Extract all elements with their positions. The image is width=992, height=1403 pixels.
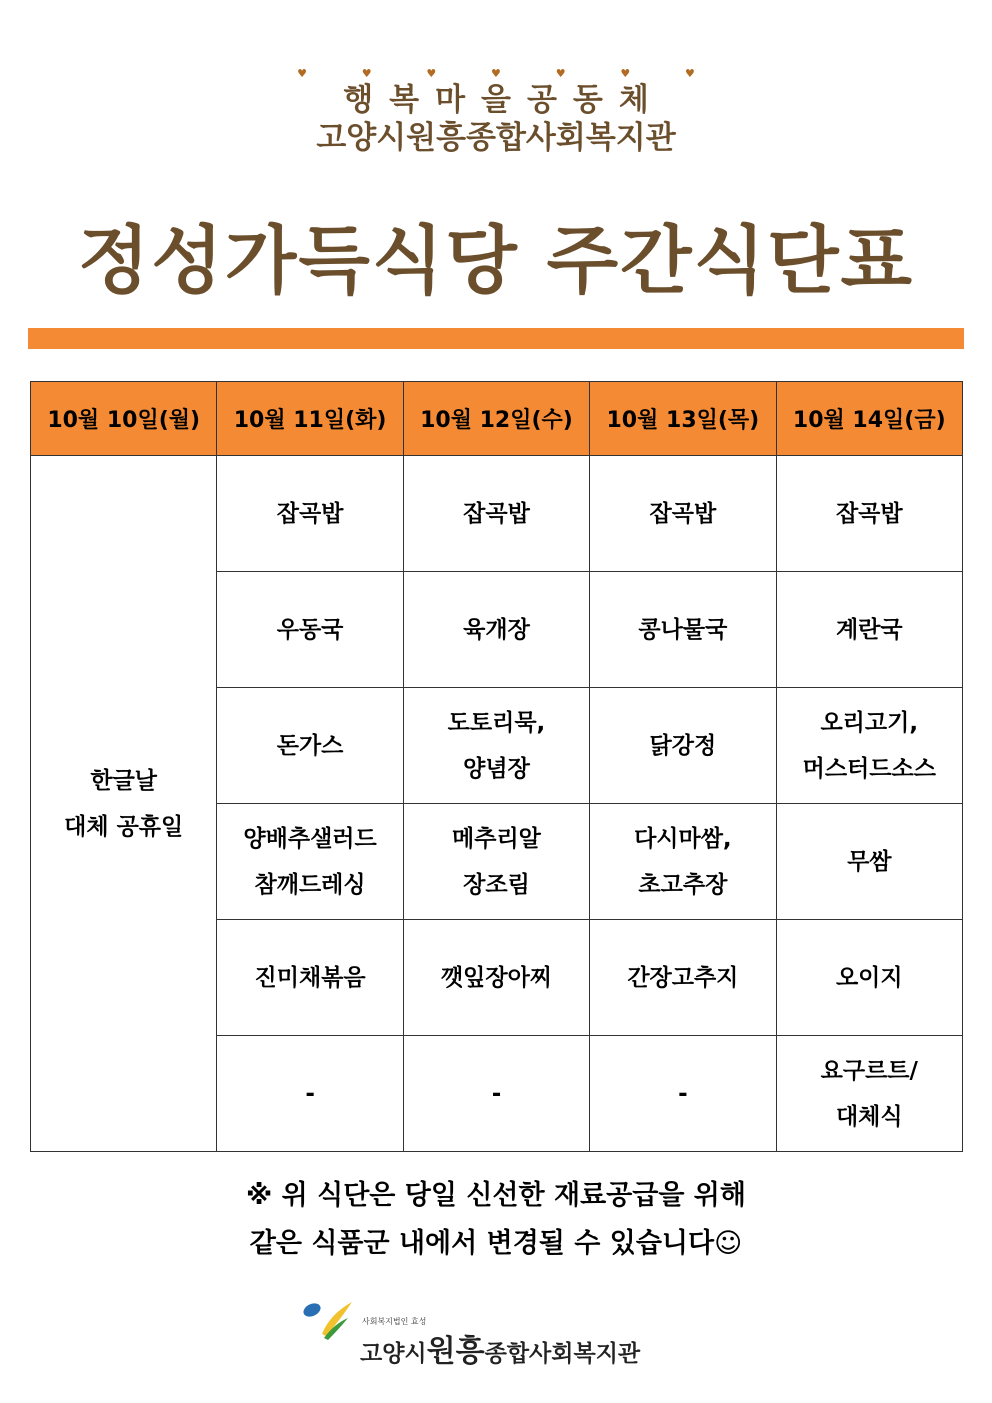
menu-item: - <box>305 1080 315 1107</box>
weekly-menu-table <box>30 381 963 1152</box>
menu-cell <box>217 920 403 1036</box>
menu-item: - <box>678 1080 688 1107</box>
heart-icon: ♥ <box>361 67 372 80</box>
logo-center-name: 고양시원흥종합사회복지관 <box>360 1334 641 1369</box>
menu-cell <box>590 1036 776 1152</box>
welfare-center-logo <box>300 1292 680 1369</box>
heart-icon: ♥ <box>491 67 501 80</box>
menu-cell <box>776 688 962 804</box>
menu-cell <box>403 1036 589 1152</box>
menu-item: 잡곡밥 <box>835 500 903 527</box>
menu-cell <box>590 572 776 688</box>
notice-line: 같은 식품군 내에서 변경될 수 있습니다☺ <box>249 1228 743 1259</box>
menu-body <box>31 456 963 1152</box>
menu-cell <box>776 920 962 1036</box>
menu-item: 간장고추지 <box>627 964 739 991</box>
menu-item: 육개장 <box>463 616 530 643</box>
org-slogan: 행복마을공동체 <box>343 82 665 118</box>
menu-item: 깻잎장아찌 <box>440 964 553 991</box>
holiday-label: 대체 공휴일 <box>64 813 184 840</box>
menu-item: 참깨드레싱 <box>254 871 366 898</box>
menu-item: 잡곡밥 <box>463 500 530 527</box>
menu-item: 오이지 <box>835 964 903 991</box>
heart-icon: ♥ <box>426 67 437 80</box>
holiday-label: 한글날 <box>90 767 158 794</box>
day-header-row <box>31 382 963 456</box>
menu-cell <box>590 920 776 1036</box>
menu-cell <box>403 688 589 804</box>
menu-item: 잡곡밥 <box>649 500 717 527</box>
menu-item: 다시마쌈, <box>634 825 732 852</box>
logo-mark-icon <box>300 1296 360 1346</box>
menu-cell <box>217 688 403 804</box>
menu-cell <box>403 572 589 688</box>
menu-item: 메추리알 <box>452 825 541 852</box>
menu-cell <box>590 804 776 920</box>
menu-row <box>31 456 963 572</box>
notice-line: ※ 위 식단은 당일 신선한 재료공급을 위해 <box>246 1180 746 1211</box>
menu-item: 우동국 <box>276 616 344 643</box>
menu-item: 장조림 <box>463 871 530 898</box>
menu-cell <box>403 804 589 920</box>
day-header: 10월 11일(화) <box>217 382 403 456</box>
menu-cell <box>776 572 962 688</box>
org-name: 고양시원흥종합사회복지관 <box>316 120 676 156</box>
heart-icon: ♥ <box>620 67 631 80</box>
menu-cell <box>217 804 403 920</box>
menu-item: 도토리묵, <box>447 709 546 736</box>
menu-item: - <box>491 1080 502 1107</box>
holiday-cell <box>31 456 217 1152</box>
day-header: 10월 10일(월) <box>31 382 217 456</box>
menu-cell <box>217 572 403 688</box>
menu-cell <box>590 688 776 804</box>
menu-cell <box>776 804 962 920</box>
menu-item: 초고추장 <box>638 871 728 898</box>
menu-cell <box>776 1036 962 1152</box>
menu-cell <box>590 456 776 572</box>
menu-cell <box>403 920 589 1036</box>
menu-cell <box>776 456 962 572</box>
menu-item: 콩나물국 <box>638 616 728 643</box>
menu-cell <box>217 1036 403 1152</box>
menu-item: 잡곡밥 <box>276 500 344 527</box>
heart-icon: ♥ <box>685 67 695 80</box>
day-header: 10월 14일(금) <box>776 382 962 456</box>
heart-icon: ♥ <box>555 67 566 80</box>
menu-item: 닭강정 <box>649 732 717 759</box>
menu-item: 양념장 <box>463 755 530 782</box>
menu-change-notice <box>0 1172 992 1268</box>
menu-item: 머스터드소스 <box>802 755 936 782</box>
menu-item: 계란국 <box>835 616 903 643</box>
day-header: 10월 12일(수) <box>403 382 589 456</box>
menu-item: 오리고기, <box>820 709 919 736</box>
menu-item: 양배추샐러드 <box>243 825 377 852</box>
menu-item: 진미채볶음 <box>254 964 366 991</box>
menu-cell <box>403 456 589 572</box>
heart-icon: ♥ <box>297 67 307 80</box>
menu-item: 요구르트/ <box>820 1057 918 1084</box>
menu-item: 돈가스 <box>276 732 344 759</box>
day-header: 10월 13일(목) <box>590 382 776 456</box>
page-title: 정성가득식당 주간식단표 <box>77 218 915 304</box>
menu-item: 무쌈 <box>847 848 892 875</box>
logo-foundation-text: 사회복지법인 효성 <box>362 1317 427 1326</box>
menu-cell <box>217 456 403 572</box>
heart-decorations <box>296 68 696 80</box>
menu-item: 대체식 <box>835 1103 903 1130</box>
title-divider <box>28 328 964 349</box>
